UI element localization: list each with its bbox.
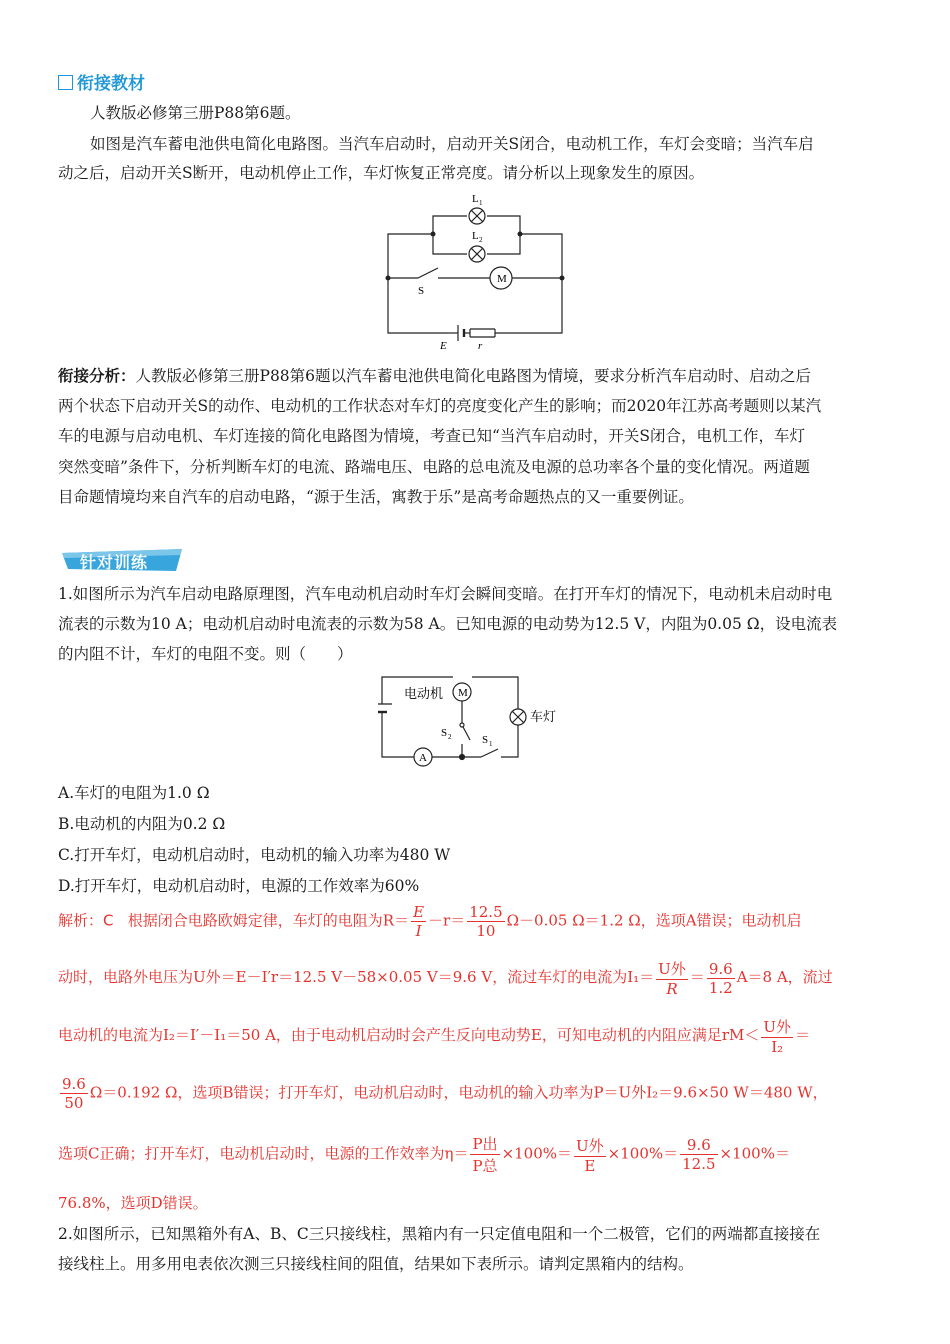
q2-line-1: 2.如图所示，已知黑箱外有A、B、C三只接线柱，黑箱内有一只定值电阻和一个二极管，它们的两端都直接接在 bbox=[58, 1225, 821, 1243]
solution-line-6: 76.8%，选项D错误。 bbox=[58, 1194, 208, 1212]
q2-line-2: 接线柱上。用多用电表依次测三只接线柱间的阻值，结果如下表所示。请判定黑箱内的结构。 bbox=[58, 1255, 694, 1273]
training-badge: 针对训练 bbox=[62, 549, 182, 571]
option-b: B.电动机的内阻为0.2 Ω bbox=[58, 815, 226, 833]
label-s: S bbox=[418, 285, 425, 297]
svg-text:M: M bbox=[458, 687, 468, 699]
option-a: A.车灯的电阻为1.0 Ω bbox=[58, 784, 210, 802]
label-s1: S bbox=[482, 734, 489, 746]
circuit-diagram-2 bbox=[378, 670, 578, 775]
solution-line-3: 电动机的电流为I₂＝I′－I₁＝50 A，由于电动机启动时会产生反向电动势E，可知电动机的内阻应满足rM＜ $\frac{\text{U外}}{\text{I₂}}$ ＝ bbox=[58, 1018, 811, 1056]
solution-line-4: $\frac{9.6}{50}$ Ω＝0.192 Ω，选项B错误；打开车灯，电动机启动时，电动机的输入功率为P＝U外I₂＝9.6×50 W＝480 W， bbox=[62, 1075, 828, 1112]
option-c: C.打开车灯，电动机启动时，电动机的输入功率为480 W bbox=[58, 846, 451, 864]
solution-line-1: 解析：C 根据闭合电路欧姆定律，车灯的电阻为R＝ $\frac{E}{I}$ －r＝ $\frac{12.5}{10}$ Ω－0.05 Ω＝1.2 Ω，选项A错误；电动机启 bbox=[58, 903, 802, 940]
option-d: D.打开车灯，电动机启动时，电源的工作效率为60% bbox=[58, 877, 420, 895]
label-l1: L bbox=[472, 193, 479, 205]
label-s2: S bbox=[441, 727, 448, 739]
label-r: r bbox=[478, 340, 483, 351]
q1-line-3: 的内阻不计，车灯的电阻不变。则（ ） bbox=[58, 645, 353, 663]
svg-text:2: 2 bbox=[448, 733, 452, 741]
circuit-diagram-1 bbox=[380, 186, 580, 351]
solution-line-5: 选项C正确；打开车灯，电动机启动时，电源的工作效率为η＝ $\frac{\text{P出}}{\text{P总}}$ ×100%＝ $\frac{\text{U外}}{E}$ ×100%＝ $\frac{9.6}{12.5}$ ×100%＝ bbox=[58, 1135, 790, 1175]
svg-text:A: A bbox=[419, 752, 427, 764]
q1-line-2: 流表的示数为10 A；电动机启动时电流表的示数为58 A。已知电源的电动势为12.5 V，内阻为0.05 Ω，设电流表 bbox=[58, 615, 838, 633]
solution-line-2: 动时，电路外电压为U外＝E－I′r＝12.5 V－58×0.05 V＝9.6 V，流过车灯的电流为I₁＝ $\frac{\text{U外}}{R}$ ＝ $\frac{9.6}{1.2}$ A＝8 A，流过 bbox=[58, 959, 833, 998]
analysis-line-3: 车的电源与启动电机、车灯连接的简化电路图为情境，考查已知“当汽车启动时，开关S闭合，电机工作，车灯 bbox=[58, 427, 806, 445]
svg-text:1: 1 bbox=[479, 199, 483, 207]
lamp-l2-icon bbox=[469, 246, 485, 262]
analysis-line-5: 目命题情境均来自汽车的启动电路，“源于生活，寓教于乐”是高考命题热点的又一重要例证。 bbox=[58, 488, 694, 506]
lamp-l1-icon bbox=[469, 208, 485, 224]
label-m: M bbox=[497, 273, 507, 285]
source-line: 人教版必修第三册P88第6题。 bbox=[90, 104, 301, 122]
svg-text:2: 2 bbox=[479, 236, 483, 244]
checkbox-icon bbox=[58, 75, 73, 90]
lamp-icon bbox=[510, 709, 526, 725]
analysis-line-4: 突然变暗”条件下，分析判断车灯的电流、路端电压、电路的总电流及电源的总功率各个量的变化情况。两道题 bbox=[58, 458, 810, 476]
svg-text:1: 1 bbox=[489, 740, 493, 748]
problem-line-2: 动之后，启动开关S断开，电动机停止工作，车灯恢复正常亮度。请分析以上现象发生的原因。 bbox=[58, 164, 705, 182]
label-motor: 电动机 bbox=[404, 687, 444, 702]
label-l2: L bbox=[472, 230, 479, 242]
q1-line-1: 1.如图所示为汽车启动电路原理图，汽车电动机启动时车灯会瞬间变暗。在打开车灯的情况下，电动机未启动时电 bbox=[58, 585, 833, 603]
analysis-line-2: 两个状态下启动开关S的动作、电动机的工作状态对车灯的亮度变化产生的影响；而2020年江苏高考题则以某汽 bbox=[58, 397, 822, 415]
analysis-line-1: 衔接分析：人教版必修第三册P88第6题以汽车蓄电池供电简化电路图为情境，要求分析汽车启动时、启动之后 bbox=[58, 367, 812, 385]
label-lamp: 车灯 bbox=[530, 710, 557, 725]
section-title: 衔接教材 bbox=[58, 69, 145, 94]
label-e: E bbox=[440, 340, 447, 351]
problem-line-1: 如图是汽车蓄电池供电简化电路图。当汽车启动时，启动开关S闭合，电动机工作，车灯会变暗；当汽车启 bbox=[90, 135, 814, 153]
